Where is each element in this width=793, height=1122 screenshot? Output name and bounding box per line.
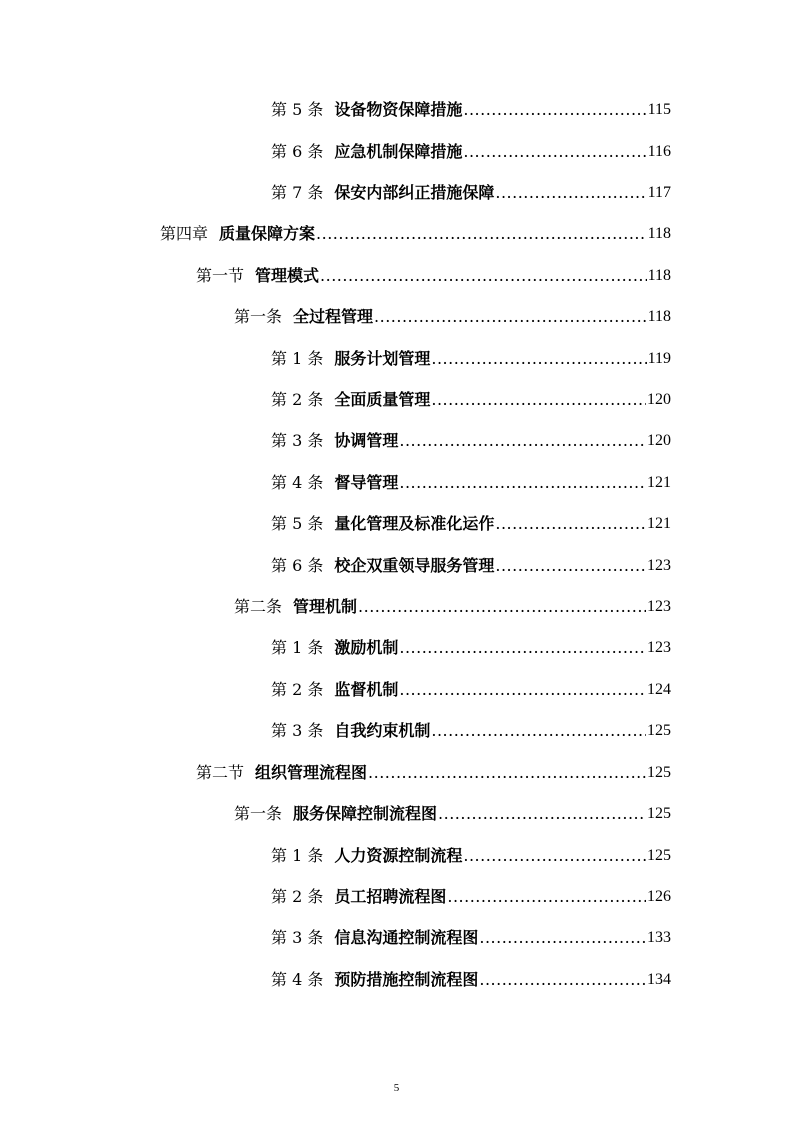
toc-entry-article[interactable] <box>234 800 671 824</box>
toc-entry[interactable] <box>271 842 671 866</box>
toc-entry-title: 质量保障方案 <box>219 224 316 243</box>
toc-entry-number: 第四章 <box>160 224 209 243</box>
dot-leader <box>463 846 646 866</box>
toc-entry-number: 第 2 条 <box>271 887 324 906</box>
dot-leader <box>479 928 646 948</box>
toc-entry-page: 120 <box>647 432 671 449</box>
toc-entry[interactable] <box>271 469 671 493</box>
toc-entry-number: 第 2 条 <box>271 680 324 699</box>
toc-entry-number: 第 1 条 <box>271 846 324 865</box>
toc-entry-number: 第 6 条 <box>271 142 324 161</box>
dot-leader <box>431 349 646 369</box>
toc-entry-article[interactable] <box>234 303 671 327</box>
toc-entry[interactable] <box>271 386 671 410</box>
toc-entry-title: 预防措施控制流程图 <box>334 970 479 989</box>
toc-entry-number: 第 2 条 <box>271 390 324 409</box>
toc-entry-page: 118 <box>647 308 671 325</box>
toc-entry-title: 组织管理流程图 <box>255 763 368 782</box>
toc-entry[interactable] <box>271 179 671 203</box>
toc-entry-number: 第一条 <box>234 307 283 326</box>
toc-entry-page: 118 <box>647 225 671 242</box>
dot-leader <box>399 473 646 493</box>
toc-entry-number: 第 4 条 <box>271 970 324 989</box>
toc-entry-page: 125 <box>647 722 671 739</box>
toc-entry-title: 管理模式 <box>255 266 320 285</box>
dot-leader <box>368 763 646 783</box>
dot-leader <box>495 556 646 576</box>
toc-entry-page: 115 <box>647 101 671 118</box>
toc-entry-page: 125 <box>647 847 671 864</box>
toc-entry[interactable] <box>271 96 671 120</box>
toc-entry-article[interactable] <box>234 593 671 617</box>
toc-entry-title: 全过程管理 <box>293 307 374 326</box>
toc-entry-title: 服务计划管理 <box>334 349 431 368</box>
dot-leader <box>399 680 646 700</box>
toc-entry-page: 123 <box>647 598 671 615</box>
toc-entry-title: 设备物资保障措施 <box>334 100 463 119</box>
dot-leader <box>463 142 646 162</box>
toc-entry-page: 121 <box>647 515 671 532</box>
toc-entry[interactable] <box>271 427 671 451</box>
toc-entry-title: 员工招聘流程图 <box>334 887 447 906</box>
toc-entry-number: 第 3 条 <box>271 431 324 450</box>
toc-entry-page: 118 <box>647 267 671 284</box>
toc-entry-number: 第二条 <box>234 597 283 616</box>
dot-leader <box>399 638 646 658</box>
dot-leader <box>374 307 647 327</box>
dot-leader <box>316 224 647 244</box>
toc-entry-number: 第 5 条 <box>271 100 324 119</box>
toc-entry-section[interactable] <box>196 759 671 783</box>
toc-entry-number: 第 3 条 <box>271 928 324 947</box>
toc-entry-page: 121 <box>647 474 671 491</box>
dot-leader <box>495 514 646 534</box>
dot-leader <box>479 970 646 990</box>
toc-entry-page: 133 <box>647 929 671 946</box>
toc-entry-page: 123 <box>647 557 671 574</box>
toc-entry[interactable] <box>271 345 671 369</box>
toc-entry-number: 第一节 <box>196 266 245 285</box>
toc-entry-page: 116 <box>647 143 671 160</box>
toc-entry[interactable] <box>271 717 671 741</box>
toc-entry-page: 119 <box>647 350 671 367</box>
toc-entry-number: 第 5 条 <box>271 514 324 533</box>
dot-leader <box>447 887 646 907</box>
toc-entry-page: 120 <box>647 391 671 408</box>
toc-entry[interactable] <box>271 510 671 534</box>
toc-entry-number: 第 4 条 <box>271 473 324 492</box>
toc-entry-title: 应急机制保障措施 <box>334 142 463 161</box>
toc-entry-section[interactable] <box>196 262 671 286</box>
toc-entry-number: 第二节 <box>196 763 245 782</box>
toc-entry-title: 服务保障控制流程图 <box>293 804 438 823</box>
toc-entry-title: 协调管理 <box>334 431 399 450</box>
page-number: 5 <box>393 1082 400 1094</box>
toc-entry-chapter[interactable] <box>160 220 671 244</box>
toc-entry[interactable] <box>271 966 671 990</box>
dot-leader <box>320 266 647 286</box>
toc-entry-page: 125 <box>647 764 671 781</box>
dot-leader <box>358 597 646 617</box>
dot-leader <box>399 431 646 451</box>
toc-entry[interactable] <box>271 138 671 162</box>
toc-entry-number: 第 1 条 <box>271 349 324 368</box>
toc-entry-number: 第一条 <box>234 804 283 823</box>
dot-leader <box>431 721 646 741</box>
toc-entry-page: 123 <box>647 639 671 656</box>
toc-entry-title: 管理机制 <box>293 597 358 616</box>
dot-leader <box>438 804 646 824</box>
toc-entry-number: 第 6 条 <box>271 556 324 575</box>
toc-entry-title: 激励机制 <box>334 638 399 657</box>
toc-entry-page: 125 <box>647 805 671 822</box>
toc-entry[interactable] <box>271 883 671 907</box>
toc-entry-title: 校企双重领导服务管理 <box>334 556 495 575</box>
toc-entry-number: 第 3 条 <box>271 721 324 740</box>
toc-entry[interactable] <box>271 924 671 948</box>
toc-entry-number: 第 7 条 <box>271 183 324 202</box>
toc-entry[interactable] <box>271 552 671 576</box>
dot-leader <box>431 390 646 410</box>
toc-entry-title: 全面质量管理 <box>334 390 431 409</box>
toc-entry-title: 自我约束机制 <box>334 721 431 740</box>
dot-leader <box>495 183 646 203</box>
toc-entry-page: 126 <box>647 888 671 905</box>
toc-entry-page: 117 <box>647 184 671 201</box>
toc-entry[interactable] <box>271 634 671 658</box>
toc-entry-page: 124 <box>647 681 671 698</box>
toc-entry-title: 督导管理 <box>334 473 399 492</box>
toc-entry-title: 量化管理及标准化运作 <box>334 514 495 533</box>
dot-leader <box>463 100 646 120</box>
toc-entry-title: 人力资源控制流程 <box>334 846 463 865</box>
toc-entry-number: 第 1 条 <box>271 638 324 657</box>
toc-entry-title: 监督机制 <box>334 680 399 699</box>
toc-entry[interactable] <box>271 676 671 700</box>
toc-entry-title: 信息沟通控制流程图 <box>334 928 479 947</box>
toc-entry-title: 保安内部纠正措施保障 <box>334 183 495 202</box>
toc-entry-page: 134 <box>647 971 671 988</box>
